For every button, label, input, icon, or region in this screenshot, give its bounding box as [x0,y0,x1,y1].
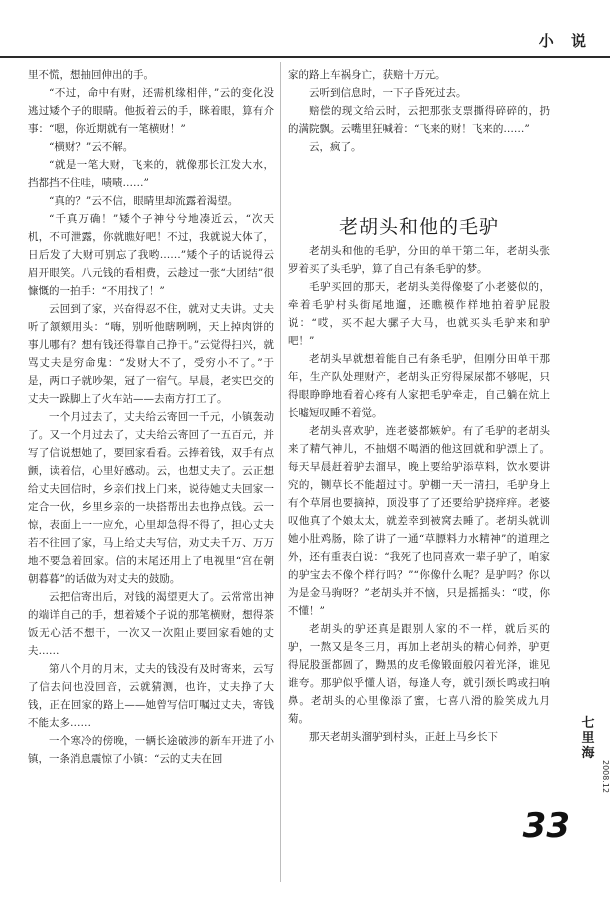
page-number: 33 [522,806,570,846]
right-column [288,66,550,886]
paragraph: 第八个月的月末，丈夫的钱没有及时寄来，云写了信去问也没回音，云就猜测，也许，丈夫挣了大钱，正在回家的路上——她曾写信叮嘱过丈夫，寄钱不能太多…… [28,663,274,729]
left-column [28,66,274,886]
paragraph: 老胡头喜欢驴，连老婆都嫉妒。有了毛驴的老胡头来了精气神儿，不抽烟不喝酒的他这回就和驴漂上了。每天早晨赶着驴去溜早，晚上要给驴添草料，饮水要讲究的，铡草长不能超过寸。驴棚一天一清扫，毛驴身上有个草屑也要摘掉，顶没事了了还要给驴挠痒痒。老婆叹他真了个娘太太，就差幸到被窝去睡了。老胡头就训她小肚鸡肠，除了讲了一通“草膘料力水精神”的道理之外，还有重表白说：“我死了也同喜欢一辈子驴了，咱家的驴宝去不像个样行吗？”“你像什么呢？是驴吗？你以为是金马驹呀？”老胡头并不恼，只是摇摇头：“哎，你不懂！” [288,425,550,617]
paragraph: 里不慌，想抽回伸出的手。 [28,69,154,81]
paragraph: 云，疯了。 [309,141,362,153]
story-title: 老胡头和他的毛驴 [338,216,499,238]
paragraph: 云回到了家，兴奋得忍不住，就对丈夫讲。丈夫听了颔颏用头：“嗨，别听他瞎咧咧，天上掉肉饼的事儿哪有？想有钱还得靠自己挣干。”云觉得扫兴，就骂丈夫是穷命鬼：“发财大不了，受穷小不了。”于是，两口子就吵架，冠了一宿气。早晨，老实巴交的丈夫一跺脚上了火车站——去南方打工了。 [28,303,274,405]
paragraph: 一个寒冷的傍晚，一辆长途破涉的新车开进了小镇，一条消息震惊了小镇：“云的丈夫在回 [28,735,274,765]
header-rule [0,56,610,58]
paragraph: “千真万确！”矮个子神兮兮地凑近云，“次天机，不可泄露，你就瞧好吧！不过，我就说大体了，日后发了大财可别忘了我哟……”矮个子的话说得云眉开眼笑。八元钱的看相费，云趁过一张“大团结”很慷慨的一拍手：“不用找了！” [28,213,274,297]
paragraph: “横财？”云不解。 [49,141,134,153]
paragraph: 云把信寄出后，对钱的渴望更大了。云常常出神的端详自己的手，想着矮个子说的那笔横财，想得茶饭无心活不想干，一次又一次阻止要回家看她的丈夫…… [28,591,274,657]
paragraph: “就是一笔大财，飞来的，就像那长江发大水，挡都挡不住哇，啧啧……” [28,159,274,189]
paragraph: 赔偿的现文给云时，云把那张支票撕得碎碎的，扔的满院飘。云嘴里狂喊着：“飞来的财！飞来的……” [288,105,550,135]
paragraph: 老胡头和他的毛驴，分田的单干第二年，老胡头张罗着买了头毛驴，算了自己有条毛驴的梦。 [288,245,550,275]
paragraph: 云听到信息时，一下子昏死过去。 [309,87,467,99]
magazine-name: 七里海 [581,716,595,761]
paragraph: “不过，命中有财，还需机缘相伴，”云的变化没逃过矮个子的眼睛。他扳着云的手，眯着眼，算有介事：“嗯，你近期就有一笔横财！” [28,87,274,135]
paragraph: 老胡头的驴还真是跟别人家的不一样，就后买的驴，一熬又是冬三月，再加上老胡头的精心伺养，驴更得屁股蛋都圆了，黝黑的皮毛像锻面般闪着光泽，谁见谁夸。那驴似乎懂人语，每逢人夸，就引颈长鸣或扫响鼻。老胡头的心里像添了蜜，七喜八滑的脸笑成九月菊。 [288,623,550,725]
paragraph: 毛驴买回的那天，老胡头美得像娶了小老婆似的，牵着毛驴村头街尾地遛，还瞧模作样地拍着驴屁股说：“哎，买不起大骡子大马，也就买头毛驴来和驴吧！” [288,281,550,347]
column-divider [280,62,281,882]
paragraph: 家的路上车祸身亡，获赔十万元。 [288,69,446,81]
paragraph: 老胡头早就想着能自己有条毛驴，但刚分田单干那年，生产队处理财产，老胡头正穷得屎尿都不够呢，只得眼睁睁地看着心疼有人家把毛驴牵走，自己躺在炕上长嘘短叹睡不着觉。 [288,353,550,419]
section-tag: 小 说 [538,32,592,50]
paragraph: “真的？”云不信，眼睛里却流露着渴望。 [49,195,239,207]
paragraph: 一个月过去了，丈夫给云寄回一千元，小镇轰动了。又一个月过去了，丈夫给云寄回了一五百元，并写了信说想她了，要回家看看。云捧着钱，双手有点颤，读着信，心里好感动。云，也想丈夫了。云正想给丈夫回信时，乡亲们找上门来，说待她丈夫回家一定合一伙，乡里乡亲的一块搭帮出去也挣点钱。云一惊，表面上一一应允，心里却急得不得了，担心丈夫若不往回了家，马上给丈夫写信，劝丈夫千万、万万地不要急着回家。信的末尾还用上了电视里“宫在朝朝暮暮”的话做为对丈夫的鼓励。 [28,411,274,585]
paragraph: 那天老胡头溜驴到村头，正赶上马乡长下 [309,731,498,743]
issue-date: 2008.12 [601,760,610,794]
